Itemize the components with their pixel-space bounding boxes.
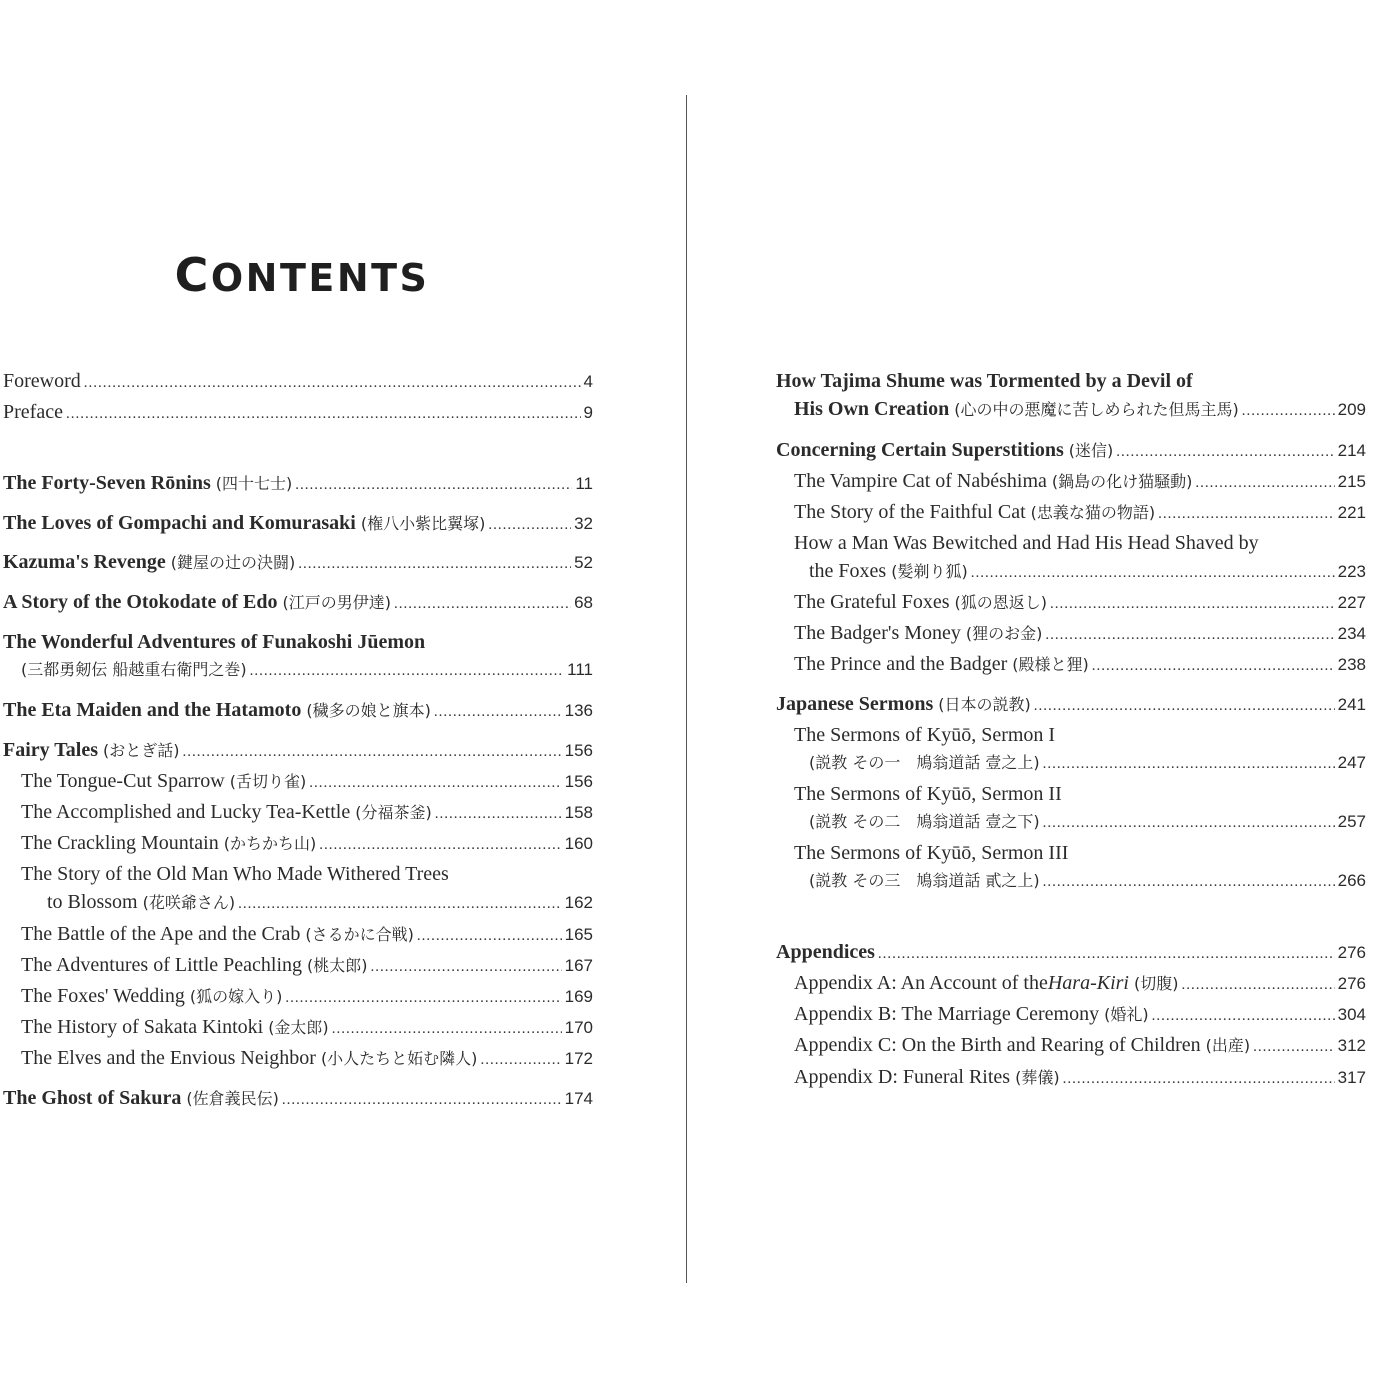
dot-leader bbox=[394, 591, 571, 617]
toc-entry-japanese: (佐倉義民伝) bbox=[186, 1089, 279, 1108]
dot-leader bbox=[435, 801, 562, 827]
dot-leader bbox=[878, 941, 1335, 967]
toc-entry-page: 223 bbox=[1337, 562, 1366, 581]
toc-entry-japanese: (花咲爺さん) bbox=[142, 893, 236, 912]
toc-entry-japanese: (穢多の娘と旗本) bbox=[306, 701, 431, 720]
toc-entry-japanese-sermons[interactable] bbox=[776, 691, 1366, 717]
toc-entry-title-italic: Hara-Kiri bbox=[1047, 972, 1129, 994]
toc-entry-title: The Sermons of Kyūō, Sermon I bbox=[794, 724, 1056, 746]
toc-entry-title: Fairy Tales bbox=[3, 739, 99, 761]
toc-entry-title: The Badger's Money bbox=[794, 622, 961, 644]
dot-leader bbox=[1043, 751, 1335, 777]
toc-entry-japanese: (かちかち山) bbox=[223, 834, 317, 853]
toc-entry-page: 158 bbox=[564, 803, 593, 822]
toc-entry-page: 317 bbox=[1337, 1068, 1366, 1087]
toc-entry-japanese: (婚礼) bbox=[1104, 1005, 1149, 1024]
toc-entry-japanese: (髪剃り狐) bbox=[891, 562, 968, 581]
toc-entry-faithful-cat[interactable] bbox=[776, 499, 1366, 525]
toc-entry-title: The Vampire Cat of Nabéshima bbox=[794, 470, 1047, 492]
dot-leader bbox=[1092, 653, 1335, 679]
toc-entry-funakoshi[interactable] bbox=[3, 629, 593, 685]
toc-entry-japanese: (さるかに合戦) bbox=[305, 925, 414, 944]
toc-entry-title: The Foxes' Wedding bbox=[21, 985, 185, 1007]
toc-entry-page: 156 bbox=[564, 772, 593, 791]
dot-leader bbox=[66, 401, 581, 427]
toc-entry-title: Appendix D: Funeral Rites bbox=[794, 1066, 1011, 1088]
toc-entry-page: 247 bbox=[1337, 753, 1366, 772]
toc-entry-page: 32 bbox=[574, 514, 593, 533]
dot-leader bbox=[1063, 1066, 1335, 1092]
dot-leader bbox=[434, 699, 562, 725]
toc-entry-tongue-cut-sparrow[interactable] bbox=[3, 768, 593, 794]
dot-leader bbox=[298, 551, 571, 577]
dot-leader bbox=[1181, 972, 1334, 998]
toc-entry-japanese: (切腹) bbox=[1133, 974, 1179, 993]
toc-entry-page: 156 bbox=[564, 741, 593, 760]
toc-entry-japanese: (権八小紫比翼塚) bbox=[360, 514, 486, 533]
toc-entry-title: The Battle of the Ape and the Crab bbox=[21, 923, 301, 945]
toc-entry-title: The Adventures of Little Peachling bbox=[21, 954, 303, 976]
dot-leader bbox=[480, 1047, 561, 1073]
toc-entry-japanese: (桃太郎) bbox=[307, 956, 368, 975]
toc-entry-page: 304 bbox=[1337, 1005, 1366, 1024]
toc-entry-japanese: (分福茶釜) bbox=[355, 803, 432, 822]
toc-entry-page: 9 bbox=[583, 403, 593, 422]
toc-entry-preface[interactable] bbox=[3, 399, 593, 425]
toc-entry-japanese: (殿様と狸) bbox=[1012, 655, 1089, 674]
toc-entry-japanese: (三都勇剱伝 船越重右衛門之巻) bbox=[21, 660, 247, 679]
dot-leader bbox=[371, 954, 562, 980]
dot-leader bbox=[84, 370, 581, 396]
toc-entry-vampire-cat[interactable] bbox=[776, 468, 1366, 494]
toc-entry-sermon-3[interactable] bbox=[776, 840, 1366, 896]
toc-entry-japanese: (小人たちと妬む隣人) bbox=[320, 1049, 478, 1068]
dot-leader bbox=[417, 923, 562, 949]
toc-entry-appendix-a[interactable] bbox=[776, 970, 1366, 996]
toc-entry-elves[interactable] bbox=[3, 1045, 593, 1071]
toc-entry-page: 162 bbox=[564, 893, 593, 912]
dot-leader bbox=[282, 1087, 562, 1113]
toc-entry-page: 266 bbox=[1337, 871, 1366, 890]
toc-entry-title: The Tongue-Cut Sparrow bbox=[21, 770, 225, 792]
toc-entry-page: 241 bbox=[1337, 695, 1366, 714]
dot-leader bbox=[238, 891, 562, 917]
toc-entry-page: 160 bbox=[564, 834, 593, 853]
dot-leader bbox=[295, 472, 572, 498]
dot-leader bbox=[1050, 591, 1335, 617]
toc-entry-japanese: (狐の恩返し) bbox=[954, 593, 1048, 612]
toc-entry-title: Appendix A: An Account of the bbox=[794, 972, 1048, 994]
toc-entry-page: 276 bbox=[1337, 943, 1366, 962]
dot-leader bbox=[250, 658, 565, 684]
toc-entry-page: 276 bbox=[1337, 974, 1366, 993]
toc-entry-prince-and-badger[interactable] bbox=[776, 651, 1366, 677]
toc-entry-title: The Elves and the Envious Neighbor bbox=[21, 1047, 316, 1069]
toc-entry-japanese: (迷信) bbox=[1068, 441, 1114, 460]
toc-entry-japanese: (出産) bbox=[1205, 1036, 1251, 1055]
toc-entry-page: 209 bbox=[1337, 400, 1366, 419]
toc-entry-page: 172 bbox=[564, 1049, 593, 1068]
toc-entry-ghost-of-sakura[interactable] bbox=[3, 1085, 593, 1111]
toc-entry-title: The Ghost of Sakura bbox=[3, 1087, 182, 1109]
toc-entry-page: 312 bbox=[1337, 1036, 1366, 1055]
dot-leader bbox=[1195, 470, 1334, 496]
toc-entry-page: 111 bbox=[567, 660, 593, 679]
toc-entry-page: 174 bbox=[564, 1089, 593, 1108]
toc-entry-appendix-c[interactable] bbox=[776, 1032, 1366, 1058]
toc-entry-page: 214 bbox=[1337, 441, 1366, 460]
toc-entry-fairy-tales[interactable] bbox=[3, 737, 593, 763]
toc-entry-title: Appendix B: The Marriage Ceremony bbox=[794, 1003, 1100, 1025]
dot-leader bbox=[1045, 622, 1334, 648]
toc-entry-sermon-1[interactable] bbox=[776, 722, 1366, 778]
toc-entry-title: The Sermons of Kyūō, Sermon II bbox=[794, 783, 1062, 805]
toc-entry-title: The Prince and the Badger bbox=[794, 653, 1008, 675]
toc-entry-tajima-shume[interactable] bbox=[776, 368, 1366, 424]
dot-leader bbox=[1043, 810, 1335, 836]
toc-entry-ape-and-crab[interactable] bbox=[3, 921, 593, 947]
toc-entry-title: The Crackling Mountain bbox=[21, 832, 219, 854]
toc-entry-page: 215 bbox=[1337, 472, 1366, 491]
toc-entry-title: The History of Sakata Kintoki bbox=[21, 1016, 264, 1038]
toc-entry-page: 136 bbox=[564, 701, 593, 720]
toc-entry-page: 4 bbox=[583, 372, 593, 391]
toc-entry-otokodate[interactable] bbox=[3, 589, 593, 615]
toc-entry-japanese: (葬儀) bbox=[1015, 1068, 1060, 1087]
toc-entry-page: 11 bbox=[575, 474, 593, 493]
toc-entry-japanese: (鍵屋の辻の決闘) bbox=[170, 553, 296, 572]
toc-entry-title: The Story of the Old Man Who Made Withered Trees bbox=[21, 863, 449, 885]
toc-entry-page: 257 bbox=[1337, 812, 1366, 831]
toc-entry-foreword[interactable] bbox=[3, 368, 593, 394]
dot-leader bbox=[1242, 398, 1335, 424]
toc-entry-withered-trees[interactable] bbox=[3, 861, 593, 917]
dot-leader bbox=[488, 512, 571, 538]
toc-entry-japanese: (鍋島の化け猫騒動) bbox=[1051, 472, 1193, 491]
dot-leader bbox=[285, 985, 561, 1011]
toc-entry-title: The Eta Maiden and the Hatamoto bbox=[3, 699, 302, 721]
toc-entry-forty-seven-ronins[interactable] bbox=[3, 470, 593, 496]
toc-entry-japanese: (狸のお金) bbox=[965, 624, 1043, 643]
toc-entry-title: How Tajima Shume was Tormented by a Devil of bbox=[776, 370, 1193, 392]
toc-entry-page: 234 bbox=[1337, 624, 1366, 643]
toc-entry-title: Appendix C: On the Birth and Rearing of Children bbox=[794, 1034, 1201, 1056]
toc-entry-page: 52 bbox=[574, 553, 593, 572]
toc-entry-japanese: (金太郎) bbox=[268, 1018, 329, 1037]
toc-entry-japanese: (おとぎ話) bbox=[103, 741, 180, 760]
toc-entry-gompachi[interactable] bbox=[3, 510, 593, 536]
toc-entry-japanese: (説教 その一 鳩翁道話 壹之上) bbox=[809, 753, 1040, 772]
toc-entry-title-cont: His Own Creation bbox=[794, 398, 950, 420]
toc-entry-bewitched-man[interactable] bbox=[776, 530, 1366, 586]
toc-entry-japanese: (説教 その二 鳩翁道話 壹之下) bbox=[809, 812, 1040, 831]
toc-entry-appendix-d[interactable] bbox=[776, 1064, 1366, 1090]
toc-entry-kazuma[interactable] bbox=[3, 549, 593, 575]
dot-leader bbox=[1253, 1034, 1335, 1060]
toc-entry-title-cont: the Foxes bbox=[809, 560, 887, 582]
toc-entry-badgers-money[interactable] bbox=[776, 620, 1366, 646]
toc-entry-title: The Forty-Seven Rōnins bbox=[3, 472, 211, 494]
dot-leader bbox=[319, 832, 561, 858]
toc-entry-title: Appendices bbox=[776, 941, 875, 963]
toc-entry-title: The Story of the Faithful Cat bbox=[794, 501, 1026, 523]
toc-entry-japanese: (舌切り雀) bbox=[229, 772, 307, 791]
toc-entry-sermon-2[interactable] bbox=[776, 781, 1366, 837]
dot-leader bbox=[183, 739, 562, 765]
toc-entry-title: Kazuma's Revenge bbox=[3, 551, 166, 573]
dot-leader bbox=[1034, 693, 1335, 719]
toc-entry-japanese: (忠義な猫の物語) bbox=[1030, 503, 1156, 522]
dot-leader bbox=[1152, 1003, 1335, 1029]
toc-entry-appendix-b[interactable] bbox=[776, 1001, 1366, 1027]
toc-entry-title: Preface bbox=[3, 401, 63, 423]
page-title: CONTENTS bbox=[174, 248, 430, 302]
dot-leader bbox=[1158, 501, 1334, 527]
toc-entry-appendices[interactable] bbox=[776, 939, 1366, 965]
dot-leader bbox=[971, 560, 1335, 586]
toc-entry-title: The Wonderful Adventures of Funakoshi Jūemon bbox=[3, 631, 426, 653]
toc-entry-title: The Loves of Gompachi and Komurasaki bbox=[3, 512, 356, 534]
toc-entry-page: 167 bbox=[564, 956, 593, 975]
dot-leader bbox=[1116, 439, 1334, 465]
toc-entry-title: The Sermons of Kyūō, Sermon III bbox=[794, 842, 1069, 864]
toc-entry-page: 165 bbox=[564, 925, 593, 944]
toc-entry-title: The Grateful Foxes bbox=[794, 591, 950, 613]
toc-entry-japanese: (説教 その三 鳩翁道話 貳之上) bbox=[809, 871, 1040, 890]
toc-entry-title: Foreword bbox=[3, 370, 81, 392]
toc-entry-page: 170 bbox=[564, 1018, 593, 1037]
toc-entry-eta-maiden[interactable] bbox=[3, 697, 593, 723]
toc-entry-page: 227 bbox=[1337, 593, 1366, 612]
toc-entry-page: 68 bbox=[574, 593, 593, 612]
toc-entry-superstitions[interactable] bbox=[776, 437, 1366, 463]
dot-leader bbox=[332, 1016, 562, 1042]
page-divider bbox=[686, 95, 687, 1283]
toc-entry-japanese: (狐の嫁入り) bbox=[189, 987, 283, 1006]
dot-leader bbox=[1043, 869, 1335, 895]
toc-entry-japanese: (心の中の悪魔に苦しめられた但馬主馬) bbox=[954, 400, 1239, 419]
toc-entry-page: 238 bbox=[1337, 655, 1366, 674]
toc-entry-little-peachling[interactable] bbox=[3, 952, 593, 978]
toc-entry-crackling-mountain[interactable] bbox=[3, 830, 593, 856]
toc-entry-title: A Story of the Otokodate of Edo bbox=[3, 591, 278, 613]
toc-entry-sakata-kintoki[interactable] bbox=[3, 1014, 593, 1040]
toc-entry-japanese: (江戸の男伊達) bbox=[282, 593, 391, 612]
toc-entry-japanese: (日本の説教) bbox=[938, 695, 1031, 714]
toc-entry-title: Japanese Sermons bbox=[776, 693, 934, 715]
toc-entry-title: The Accomplished and Lucky Tea-Kettle bbox=[21, 801, 351, 823]
toc-entry-title: Concerning Certain Superstitions bbox=[776, 439, 1064, 461]
toc-entry-tea-kettle[interactable] bbox=[3, 799, 593, 825]
toc-entry-page: 169 bbox=[564, 987, 593, 1006]
toc-entry-title: How a Man Was Bewitched and Had His Head Shaved by bbox=[794, 532, 1259, 554]
dot-leader bbox=[309, 770, 561, 796]
toc-entry-page: 221 bbox=[1337, 503, 1366, 522]
toc-entry-title-cont: to Blossom bbox=[47, 891, 138, 913]
toc-entry-grateful-foxes[interactable] bbox=[776, 589, 1366, 615]
toc-entry-foxes-wedding[interactable] bbox=[3, 983, 593, 1009]
toc-entry-japanese: (四十七士) bbox=[215, 474, 293, 493]
